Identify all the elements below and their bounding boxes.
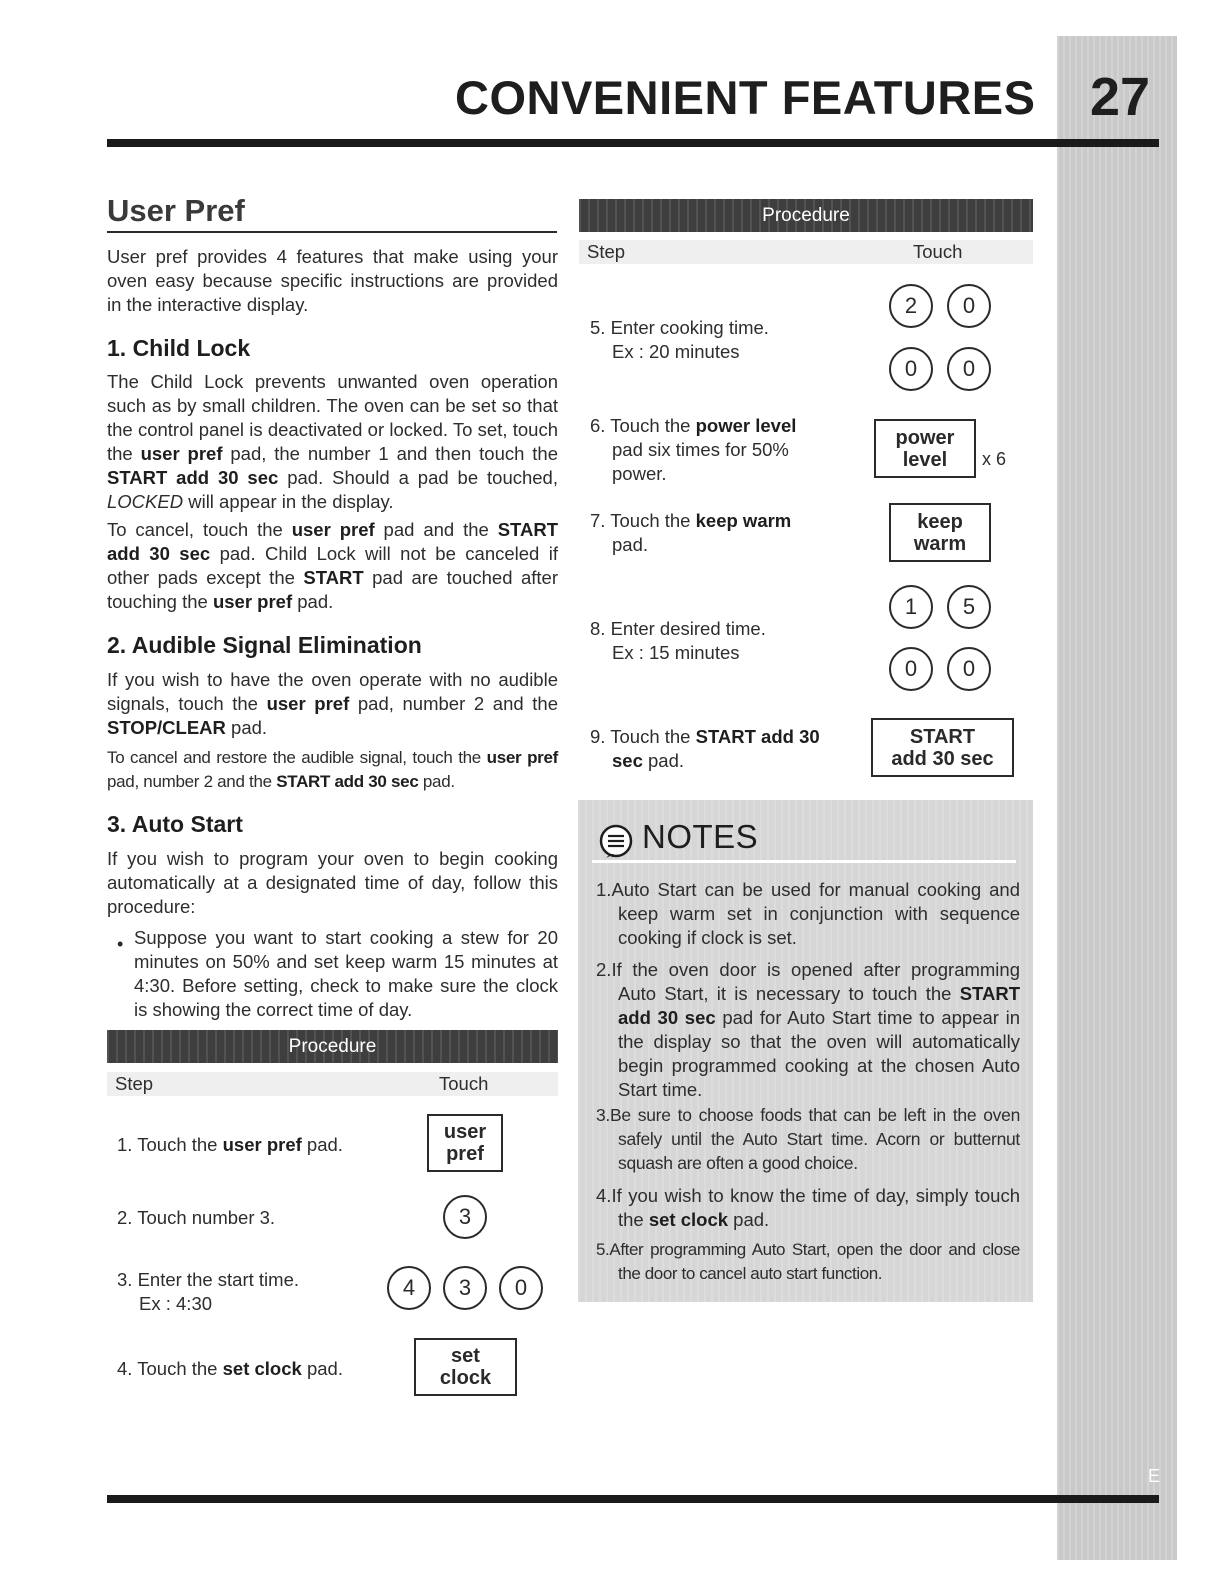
step-label: Step	[115, 1073, 154, 1094]
digit-button: 5	[947, 585, 991, 629]
keep-warm-pad: keep warm	[889, 503, 991, 562]
audible-paragraph-2: To cancel and restore the audible signal, touch the user pref pad, number 2 and the START add 30 sec pad.	[107, 748, 558, 791]
child-lock-heading: 1. Child Lock	[107, 335, 251, 361]
procedure-header	[107, 1072, 558, 1096]
note-1: 1.Auto Start can be used for manual cooking and keep warm set in conjunction with sequence cooking if clock is set.	[596, 879, 1020, 948]
touch-label: Touch	[439, 1073, 489, 1094]
procedure-header	[579, 240, 1033, 264]
auto-start-bullet: Suppose you want to start cooking a stew for 20 minutes on 50% and set keep warm 15 minutes at 4:30. Before setting, check to make sure the clock is showing the correct time of day.	[134, 927, 558, 1020]
audible-heading: 2. Audible Signal Elimination	[107, 632, 422, 658]
digit-button: 2	[889, 284, 933, 328]
digit-button: 0	[947, 647, 991, 691]
step-label: Step	[587, 241, 626, 262]
start-pad: START add 30 sec	[871, 718, 1014, 777]
digit-button: 3	[443, 1195, 487, 1239]
procedure-bar: Procedure	[107, 1030, 558, 1063]
step-8: 8. Enter desired time. Ex : 15 minutes	[590, 618, 766, 663]
step-2: 2. Touch number 3.	[117, 1207, 276, 1228]
step-3: 3. Enter the start time. Ex : 4:30	[117, 1269, 300, 1314]
step-5: 5. Enter cooking time. Ex : 20 minutes	[590, 317, 769, 362]
auto-start-paragraph: If you wish to program your oven to begin cooking automatically at a designated time of day, follow this procedure:	[107, 848, 558, 917]
notes-icon	[598, 823, 634, 859]
header-rule	[107, 139, 1159, 147]
audible-paragraph-1: If you wish to have the oven operate with no audible signals, touch the user pref pad, number 2 and the STOP/CLEAR pad.	[107, 669, 558, 738]
step-6: 6. Touch the power level pad six times for 50% power.	[590, 415, 797, 484]
digit-button: 0	[947, 347, 991, 391]
footer-rule	[107, 1495, 1159, 1503]
note-3: 3.Be sure to choose foods that can be left in the oven safely until the Auto Start time. Acorn or butternut squash are often a good choice.	[596, 1105, 1020, 1173]
digit-button: 3	[443, 1266, 487, 1310]
side-letter: E	[1148, 1466, 1161, 1486]
intro-paragraph: User pref provides 4 features that make using your oven easy because specific instructions are provided in the interactive display.	[107, 246, 558, 315]
user-pref-pad: user pref	[427, 1114, 503, 1172]
procedure-bar: Procedure	[579, 199, 1033, 232]
note-4: 4.If you wish to know the time of day, simply touch the set clock pad.	[596, 1185, 1020, 1230]
digit-button: 4	[387, 1266, 431, 1310]
power-level-pad: power level	[874, 419, 976, 478]
note-2: 2.If the oven door is opened after programming Auto Start, it is necessary to touch the START add 30 sec pad for Auto Start time to appear in the display so that the oven will automatically begin programmed cooking at the chosen Auto Start time.	[596, 959, 1020, 1100]
note-5: 5.After programming Auto Start, open the door and close the door to cancel auto start function.	[596, 1240, 1020, 1283]
digit-button: 0	[499, 1266, 543, 1310]
digit-button: 0	[947, 284, 991, 328]
notes-rule	[592, 860, 1016, 863]
digit-button: 1	[889, 585, 933, 629]
set-clock-pad: set clock	[414, 1338, 517, 1396]
child-lock-paragraph-1: The Child Lock prevents unwanted oven operation such as by small children. The oven can be set so that the control panel is deactivated or locked. To set, touch the user pref pad, the number 1 and then touch the START add 30 sec pad. Should a pad be touched, LOCKED will appear in the display.	[107, 371, 559, 512]
touch-label: Touch	[913, 241, 963, 262]
step-4: 4. Touch the set clock pad.	[117, 1358, 343, 1379]
child-lock-paragraph-2: To cancel, touch the user pref pad and the START add 30 sec pad. Child Lock will not be canceled if other pads except the START pad are touched after touching the user pref pad.	[107, 519, 558, 612]
digit-button: 0	[889, 347, 933, 391]
step-7: 7. Touch the keep warm pad.	[590, 510, 792, 555]
bullet-dot: •	[117, 934, 124, 954]
times-label: x 6	[982, 449, 1007, 469]
section-title: User Pref	[107, 193, 245, 228]
digit-button: 0	[889, 647, 933, 691]
section-underline	[107, 231, 557, 233]
page-title: CONVENIENT FEATURES	[455, 71, 1036, 124]
auto-start-heading: 3. Auto Start	[107, 811, 243, 837]
page-number: 27	[1090, 67, 1151, 127]
side-tab	[1057, 36, 1177, 1560]
notes-title: NOTES	[642, 818, 759, 855]
step-9: 9. Touch the START add 30 sec pad.	[590, 726, 820, 771]
step-1: 1. Touch the user pref pad.	[117, 1134, 343, 1155]
